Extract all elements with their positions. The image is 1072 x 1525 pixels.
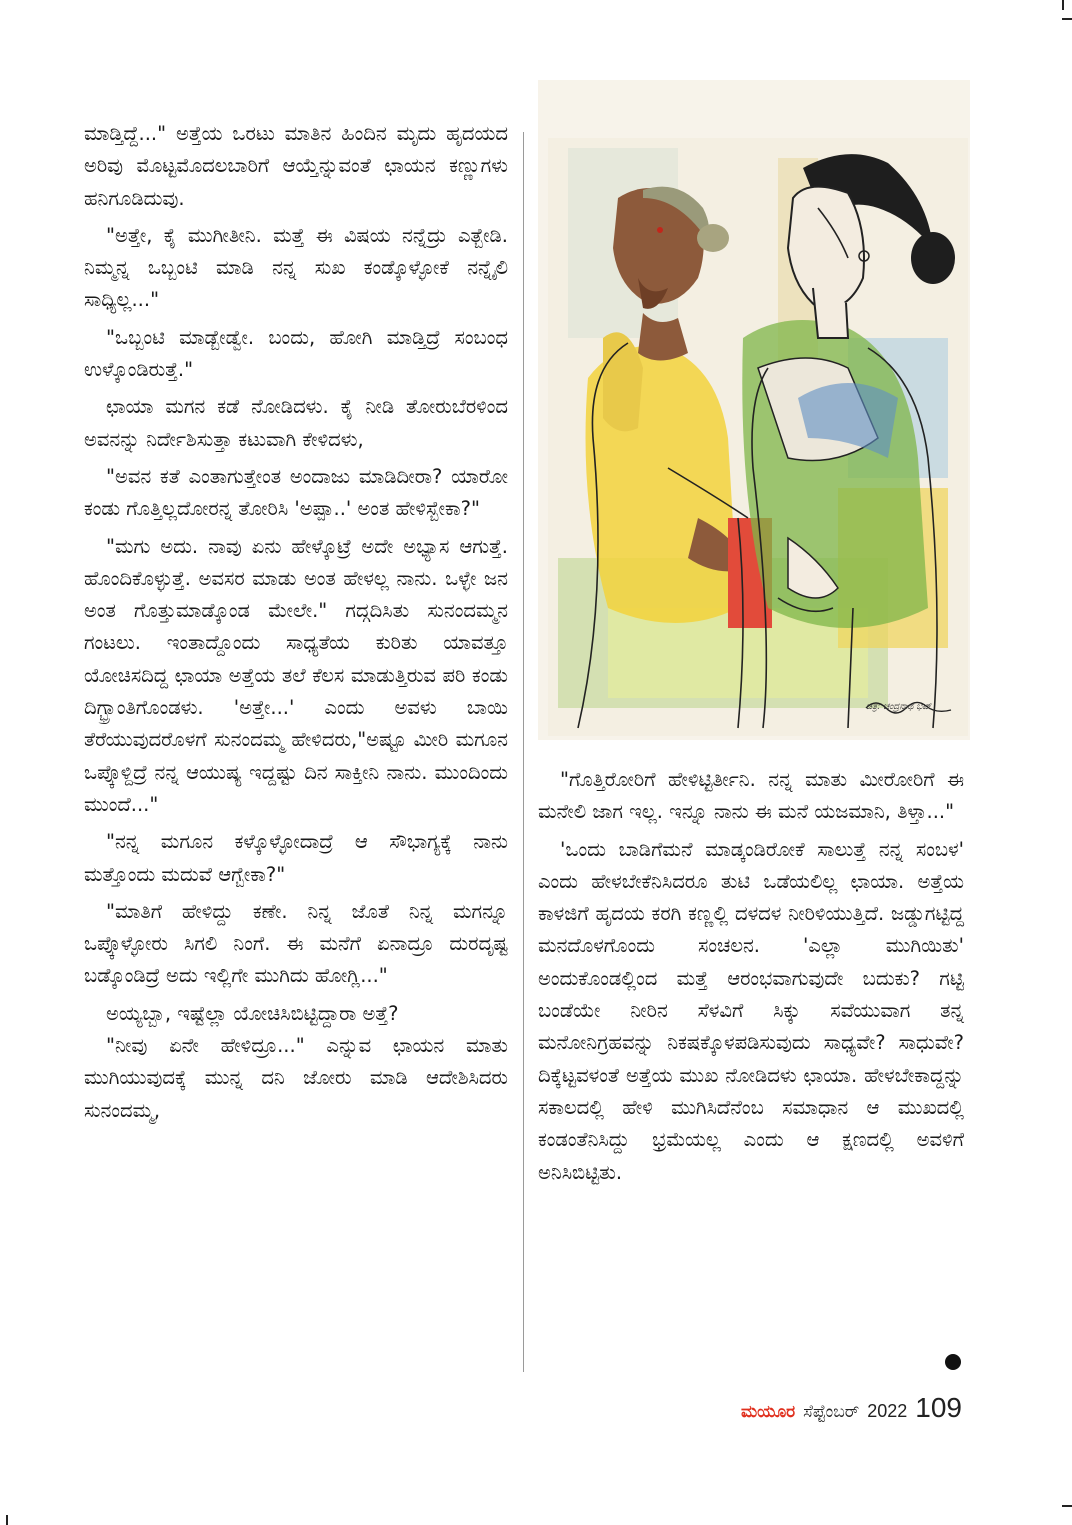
paragraph: "ನೀವು ಏನೇ ಹೇಳಿದ್ರೂ..." ಎನ್ನುವ ಛಾಯನ ಮಾತು ಮುಗಿಯುವುದಕ್ಕೆ ಮುನ್ನ ದನಿ ಜೋರು ಮಾಡಿ ಆದೇಶಿಸಿದರು ಸುನಂದಮ್ಮ, (84, 1034, 508, 1122)
paragraph: "ಒಬ್ಬಂಟಿ ಮಾಡ್ಬೇಡ್ವೇ. ಬಂದು, ಹೋಗಿ ಮಾಡ್ತಿದ್ರೆ ಸಂಬಂಧ ಉಳ್ಕೊಂಡಿರುತ್ತೆ." (84, 325, 508, 382)
paragraph: "ಅವನ ಕತೆ ಎಂತಾಗುತ್ತೇಂತ ಅಂದಾಜು ಮಾಡಿದೀರಾ? ಯಾರೋ ಕಂಡು ಗೊತ್ತಿಲ್ಲದೋರನ್ನ ತೋರಿಸಿ 'ಅಪ್ಪಾ..' ಅಂತ ಹೇಳಿಸ್ಬೇಕಾ?" (84, 464, 508, 521)
story-end-bullet (945, 1354, 961, 1370)
illustration-two-women (548, 138, 968, 736)
paragraph: "ಅತ್ತೇ, ಕೈ ಮುಗೀತೀನಿ. ಮತ್ತೆ ಈ ವಿಷಯ ನನ್ನೆದ್ರು ಎತ್ಬೇಡಿ. ನಿಮ್ಮನ್ನ ಒಬ್ಬಂಟಿ ಮಾಡಿ ನನ್ನ ಸುಖ ಕಂಡ್ಕೊಳ್ಳೋಕೆ ನನ್ನೈಲಿ ಸಾಧ್ಯಿಲ್ಲ..." (84, 223, 508, 312)
right-text-column (538, 764, 964, 1194)
issue-year: 2022 (867, 1401, 908, 1421)
page-footer (741, 1392, 962, 1424)
left-text-column (84, 118, 508, 1132)
paragraph: "ಮಗು ಅದು. ನಾವು ಏನು ಹೇಳ್ಕೊಟ್ರೆ ಅದೇ ಅಭ್ಯಾಸ ಆಗುತ್ತೆ. ಹೊಂದಿಕೊಳ್ಳುತ್ತೆ. ಅವಸರ ಮಾಡು ಅಂತ ಹೇಳಲ್ಲ ನಾನು. ಒಳ್ಳೇ ಜನ ಅಂತ ಗೊತ್ತುಮಾಡ್ಕೊಂಡ ಮೇಲೇ." ಗದ್ಗದಿಸಿತು ಸುನಂದಮ್ಮನ ಗಂಟಲು. ಇಂತಾದ್ದೊಂದು ಸಾಧ್ಯತೆಯ ಕುರಿತು ಯಾವತ್ತೂ ಯೋಚಿಸದಿದ್ದ ಛಾಯಾ ಅತ್ತೆಯ ತಲೆ ಕೆಲಸ ಮಾಡುತ್ತಿರುವ ಪರಿ ಕಂಡು ದಿಗ್ಭ್ರಾಂತಿಗೊಂಡಳು. 'ಅತ್ತೇ...' ಎಂದು ಅವಳು ಬಾಯಿ ತೆರೆಯುವುದರೊಳಗೆ ಸುನಂದಮ್ಮ ಹೇಳಿದರು,"ಅಷ್ಟೂ ಮೀರಿ ಮಗೂನ ಒಪ್ಕೊಳ್ದಿದ್ರೆ ನನ್ನ ಆಯುಷ್ಯ ಇದ್ದಷ್ಟು ದಿನ ಸಾಕ್ತೀನಿ ನಾನು. ಮುಂದಿಂದು ಮುಂದೆ..." (84, 534, 508, 816)
paragraph: "ನನ್ನ ಮಗೂನ ಕಳ್ಕೊಳ್ಳೋದಾದ್ರೆ ಆ ಸೌಭಾಗ್ಯಕ್ಕೆ ನಾನು ಮತ್ತೊಂದು ಮದುವೆ ಆಗ್ಬೇಕಾ?" (84, 830, 508, 886)
crop-mark (6, 1515, 8, 1525)
page-number: 109 (915, 1392, 962, 1423)
column-divider (523, 132, 524, 1372)
paragraph: 'ಒಂದು ಬಾಡಿಗೆಮನೆ ಮಾಡ್ಕಂಡಿರೋಕೆ ಸಾಲುತ್ತೆ ನನ್ನ ಸಂಬಳ' ಎಂದು ಹೇಳಬೇಕೆನಿಸಿದರೂ ತುಟಿ ಒಡೆಯಲಿಲ್ಲ ಛಾಯಾ. ಅತ್ತೆಯ ಕಾಳಜಿಗೆ ಹೃದಯ ಕರಗಿ ಕಣ್ಣಲ್ಲಿ ದಳದಳ ನೀರಿಳಿಯುತ್ತಿದೆ. ಜಡ್ಡುಗಟ್ಟಿದ್ದ ಮನದೊಳಗೊಂದು ಸಂಚಲನ. 'ಎಲ್ಲಾ ಮುಗಿಯಿತು' ಅಂದುಕೊಂಡಲ್ಲಿಂದ ಮತ್ತೆ ಆರಂಭವಾಗುವುದೇ ಬದುಕು? ಗಟ್ಟಿ ಬಂಡೆಯೇ ನೀರಿನ ಸೆಳವಿಗೆ ಸಿಕ್ಕು ಸವೆಯುವಾಗ ತನ್ನ ಮನೋನಿಗ್ರಹವನ್ನು ನಿಕಷಕ್ಕೊಳಪಡಿಸುವುದು ಸಾಧ್ಯವೇ? ಸಾಧುವೇ? ದಿಕ್ಕೆಟ್ಟವಳಂತೆ ಅತ್ತೆಯ ಮುಖ ನೋಡಿದಳು ಛಾಯಾ. ಹೇಳಬೇಕಾದ್ದನ್ನು ಸಕಾಲದಲ್ಲಿ ಹೇಳಿ ಮುಗಿಸಿದೆನೆಂಬ ಸಮಾಧಾನ ಆ ಮುಖದಲ್ಲಿ ಕಂಡಂತೆನಿಸಿದ್ದು ಭ್ರಮೆಯಲ್ಲ ಎಂದು ಆ ಕ್ಷಣದಲ್ಲಿ ಅವಳಿಗೆ ಅನಿಸಿಬಿಟ್ಟಿತು. (538, 837, 964, 1184)
magazine-brand: ಮಯೂರ (740, 1402, 796, 1422)
paragraph: ಅಯ್ಯಬ್ಬಾ, ಇಷ್ಟೆಲ್ಲಾ ಯೋಚಿಸಿಬಿಟ್ಟಿದ್ದಾರಾ ಅತ್ತೆ? (106, 1001, 399, 1025)
crop-mark (1062, 0, 1064, 10)
paragraph: ಮಾಡ್ತಿದ್ದೆ..." ಅತ್ತೆಯ ಒರಟು ಮಾತಿನ ಹಿಂದಿನ ಮೃದು ಹೃದಯದ ಅರಿವು ಮೊಟ್ಟಮೊದಲಬಾರಿಗೆ ಆಯ್ತೆನ್ನುವಂತೆ ಛಾಯನ ಕಣ್ಣುಗಳು ಹನಿಗೂಡಿದುವು. (84, 122, 508, 210)
paragraph: ಛಾಯಾ ಮಗನ ಕಡೆ ನೋಡಿದಳು. ಕೈ ನೀಡಿ ತೋರುಬೆರಳಿಂದ ಅವನನ್ನು ನಿರ್ದೇಶಿಸುತ್ತಾ ಕಟುವಾಗಿ ಕೇಳಿದಳು, (84, 395, 508, 451)
paragraph: "ಮಾತಿಗೆ ಹೇಳಿದ್ದು ಕಣೇ. ನಿನ್ನ ಜೊತೆ ನಿನ್ನ ಮಗನ್ನೂ ಒಪ್ಕೊಳ್ಳೋರು ಸಿಗಲಿ ನಿಂಗೆ. ಈ ಮನೆಗೆ ಏನಾದ್ರೂ ದುರದೃಷ್ಟ ಬಡ್ಕೊಂಡಿದ್ರೆ ಅದು ಇಲ್ಲಿಗೇ ಮುಗಿದು ಹೋಗ್ಲಿ..." (84, 899, 508, 988)
issue-month: ಸೆಪ್ಟೆಂಬರ್ (803, 1402, 860, 1422)
illustration-signature: ಚಿತ್ರ: ಚಂದ್ರನಾಥ ಭಟ್ (866, 702, 932, 712)
crop-mark (1062, 1505, 1072, 1507)
paragraph: "ಗೊತ್ತಿರೋರಿಗೆ ಹೇಳಿಟ್ಟಿರ್ತೀನಿ. ನನ್ನ ಮಾತು ಮೀರೋರಿಗೆ ಈ ಮನೇಲಿ ಜಾಗ ಇಲ್ಲ. ಇನ್ನೂ ನಾನು ಈ ಮನೆ ಯಜಮಾನಿ, ತಿಳ್ತಾ..." (538, 768, 964, 824)
crop-mark (1062, 18, 1072, 20)
